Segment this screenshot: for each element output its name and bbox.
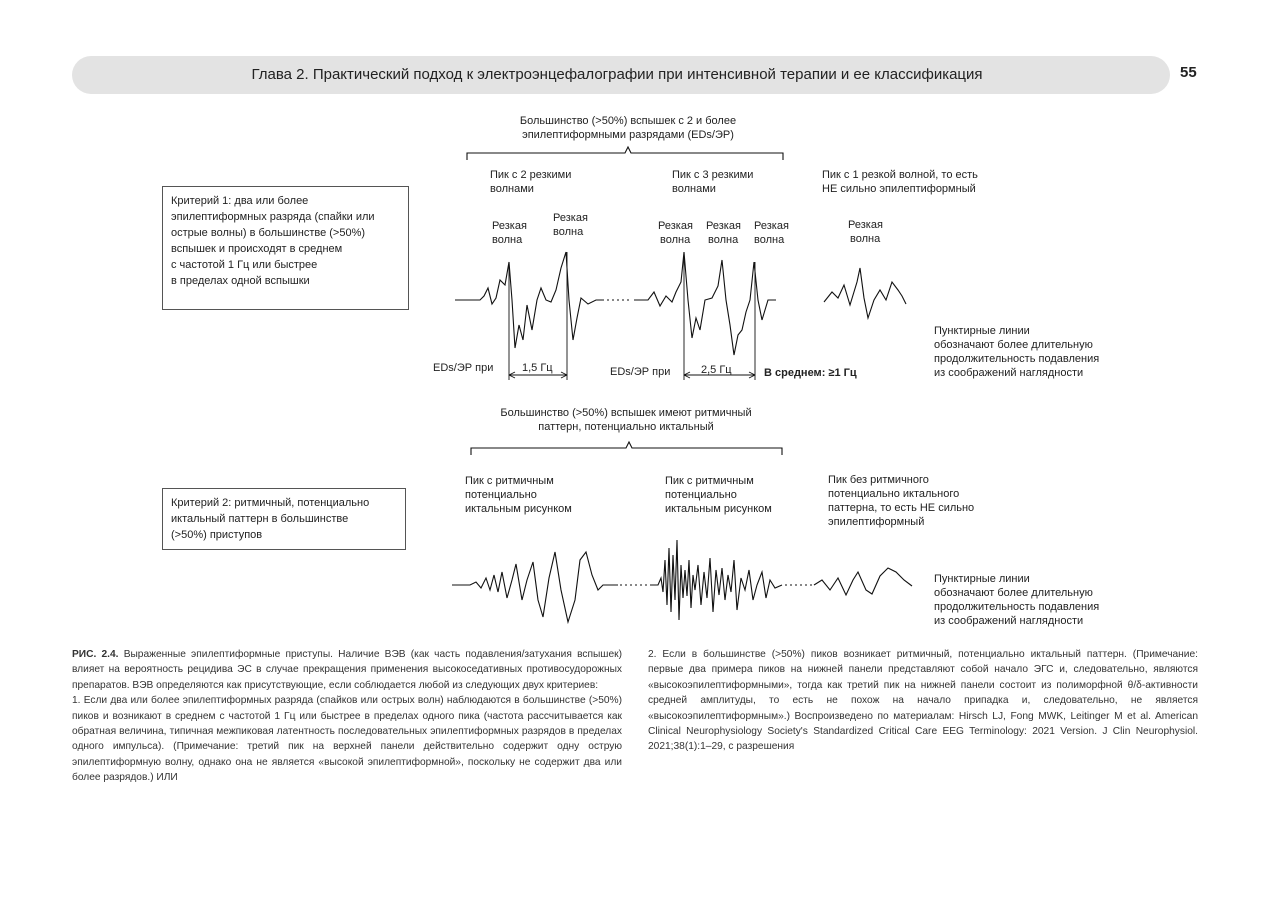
bottom-peak1-label-2: потенциально (465, 489, 537, 501)
bottom-peak2-label-3: иктальным рисунком (665, 503, 772, 515)
criterion-1-line-1: Критерий 1: два или более (171, 195, 309, 207)
waveform-1-sharp-wave (824, 268, 906, 318)
criterion-1-box (162, 186, 409, 310)
freq-label-2: 2,5 Гц (701, 364, 732, 376)
bottom-peak2-label-1: Пик с ритмичным (665, 475, 754, 487)
caption-intro: Выраженные эпилептиформные приступы. Наличие ВЭВ (как часть подавления/затухания вспышек) влияет на вероятность рецидива ЭС в случае прекращения применения высокоседативных противосудорожных препаратов. ВЭВ определяются как присутствующие, если соблюдается любой из следующих двух критериев: (72, 649, 622, 691)
criterion-2-line-1: Критерий 2: ритмичный, потенциально (171, 497, 370, 509)
bottom-peak1-label-3: иктальным рисунком (465, 503, 572, 515)
peak2-label-2: волнами (672, 183, 716, 195)
peak1-label-2: волнами (490, 183, 534, 195)
bottom-note-3: продолжительность подавления (934, 601, 1100, 613)
top-brace-label-2: эпилептиформными разрядами (EDs/ЭР) (522, 129, 734, 141)
bottom-peak3-label-1: Пик без ритмичного (828, 474, 929, 486)
criterion-1-line-5: с частотой 1 Гц или быстрее (171, 259, 318, 271)
bottom-peak2-label-2: потенциально (665, 489, 737, 501)
peak3-label-1: Пик с 1 резкой волной, то есть (822, 169, 978, 181)
bottom-brace (471, 442, 782, 455)
waveform-polymorphic (814, 568, 912, 595)
caption-left-column (72, 647, 622, 786)
sharp-label-1b: Резкая (553, 212, 588, 224)
eds-label-1: EDs/ЭР при (433, 362, 494, 374)
caption-right-column (648, 647, 1198, 755)
bottom-peak1-label-1: Пик с ритмичным (465, 475, 554, 487)
sharp-label-3: Резкая (848, 219, 883, 231)
sharp-label-1a: Резкая (492, 220, 527, 232)
waveform-rhythmic-1 (452, 552, 618, 622)
bottom-peak3-label-3: паттерна, то есть НЕ сильно (828, 502, 975, 514)
peak2-label-1: Пик с 3 резкими (672, 169, 754, 181)
wave-label-3: волна (850, 233, 881, 245)
criterion-2-box (162, 488, 406, 550)
criterion-1-line-2: эпилептиформных разряда (спайки или (171, 211, 375, 223)
criterion-1-line-6: в пределах одной вспышки (171, 275, 310, 287)
criterion-2-line-2: иктальный паттерн в большинстве (171, 513, 349, 525)
waveform-2-sharp-waves (455, 252, 604, 348)
top-brace-label-1: Большинство (>50%) вспышек с 2 и более (519, 115, 737, 127)
top-note-3: продолжительность подавления (934, 353, 1100, 365)
top-note-2: обозначают более длительную (934, 339, 1093, 351)
peak3-label-2: НЕ сильно эпилептиформный (822, 183, 976, 195)
figure-label: РИС. 2.4. (72, 649, 119, 660)
top-note-1: Пунктирные линии (934, 325, 1030, 337)
caption-item-2: 2. Если в большинстве (>50%) пиков возникает ритмичный, потенциально иктальный паттерн. (Примечание: первые два примера пиков на нижней панели представляют собой начало ЭГС и, следовательно, являются «высокоэпилептиформными», тогда как третий пик на нижней панели состоит из полиморфной θ/δ-активности средней амплитуды, то есть не похож на начало припадка и, следовательно, не является «высокоэпилептиформным».) Воспроизведено по материалам: Hirsch LJ, Fong MWK, Leitinger M et al. American Clinical Neurophysiology Society's Standardized Critical Care EEG Terminology: 2021 Version. J Clin Neurophysiol. 2021;38(1):1–29, с разрешения (648, 649, 1198, 753)
criterion-1-line-4: вспышек и происходят в среднем (171, 243, 343, 255)
sharp-label-2a: Резкая (658, 220, 693, 232)
freq-label-1: 1,5 Гц (522, 362, 553, 374)
chapter-title: Глава 2. Практический подход к электроэнцефалографии при интенсивной терапии и ее классификация (251, 66, 983, 83)
wave-label-1a: волна (492, 234, 523, 246)
sharp-label-2b: Резкая (706, 220, 741, 232)
bottom-brace-label-2: паттерн, потенциально иктальный (538, 421, 714, 433)
average-label: В среднем: ≥1 Гц (764, 367, 857, 379)
top-brace (467, 147, 783, 160)
top-note-4: из соображений наглядности (934, 367, 1084, 379)
wave-label-2c: волна (754, 234, 785, 246)
bottom-note-4: из соображений наглядности (934, 615, 1084, 627)
bottom-note-1: Пунктирные линии (934, 573, 1030, 585)
wave-label-1b: волна (553, 226, 584, 238)
bottom-peak3-label-2: потенциально иктального (828, 488, 960, 500)
criterion-1-line-3: острые волны) в большинстве (>50%) (171, 227, 366, 239)
waveform-rhythmic-2 (650, 540, 782, 620)
peak1-label-1: Пик с 2 резкими (490, 169, 572, 181)
criterion-2-line-3: (>50%) приступов (171, 529, 263, 541)
bottom-note-2: обозначают более длительную (934, 587, 1093, 599)
wave-label-2a: волна (660, 234, 691, 246)
bottom-peak3-label-4: эпилептиформный (828, 516, 925, 528)
caption-item-1: 1. Если два или более эпилептиформных разряда (спайков или острых волн) наблюдаются в большинстве (>50%) пиков и возникают в среднем с частотой 1 Гц или быстрее в пределах одного пика (частота рассчитывается как обратная величина, типичная межпиковая латентность последовательных эпилептиформных разрядов в пределах одного импульса). (Примечание: третий пик на верхней панели действительно содержит одну острую эпилептиформную волну, однако она не является «высокой эпилептиформной», поскольку не содержит два или более разрядов.) ИЛИ (72, 695, 622, 784)
eds-label-2: EDs/ЭР при (610, 366, 671, 378)
wave-label-2b: волна (708, 234, 739, 246)
page-number: 55 (1180, 64, 1197, 81)
bottom-brace-label-1: Большинство (>50%) вспышек имеют ритмичный (500, 407, 752, 419)
sharp-label-2c: Резкая (754, 220, 789, 232)
